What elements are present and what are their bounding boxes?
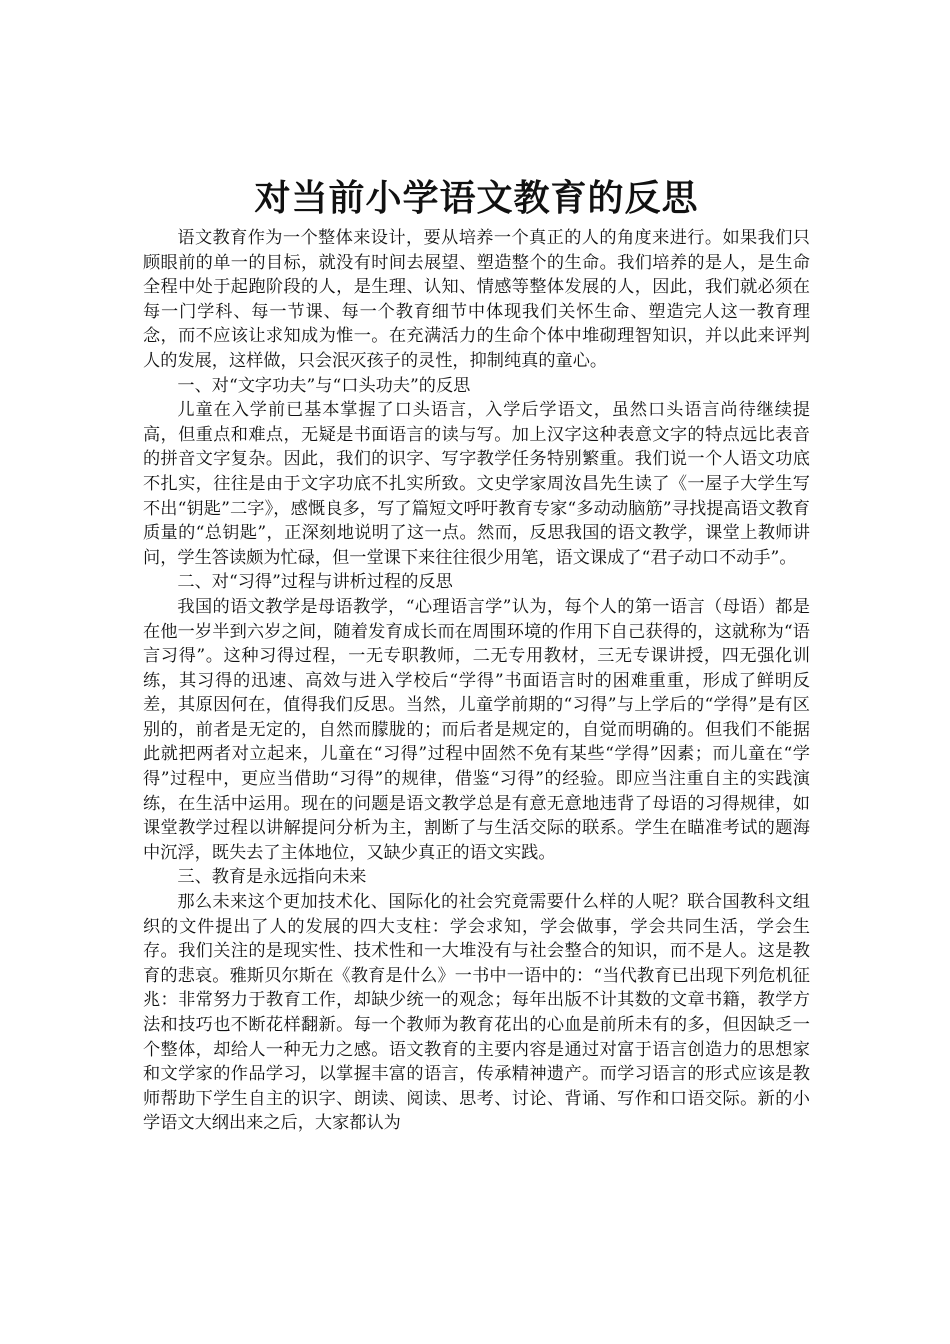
document-title: 对当前小学语文教育的反思 <box>254 177 699 219</box>
document-page <box>143 172 810 1136</box>
paragraph-section-1: 儿童在入学前已基本掌握了口头语言，入学后学语文，虽然口头语言尚待继续提高，但重点和难点，无疑是书面语言的读与写。加上汉字这种表意文字的特点远比表音的拼音文字复杂。因此，我们的识字、写字教学任务特别繁重。我们说一个人语文功底不扎实，往往是由于文字功底不扎实所致。文史学家周汝昌先生读了《一屋子大学生写不出“钥匙”二字》，感慨良多，写了篇短文呼吁教育专家“多动动脑筋”寻找提高语文教育质量的“总钥匙”，正深刻地说明了这一点。然而，反思我国的语文教学，课堂上教师讲问，学生答读颇为忙碌，但一堂课下来往往很少用笔，语文课成了“君子动口不动手”。 <box>143 400 810 568</box>
paragraph-intro: 语文教育作为一个整体来设计，要从培养一个真正的人的角度来进行。如果我们只顾眼前的单一的目标，就没有时间去展望、塑造整个的生命。我们培养的是人，是生命全程中处于起跑阶段的人，是生理、认知、情感等整体发展的人，因此，我们就必须在每一门学科、每一节课、每一个教育细节中体现我们关怀生命、塑造完人这一教育理念，而不应该让求知成为惟一。在充满活力的生命个体中堆砌理智知识，并以此来评判人的发展，这样做，只会泯灭孩子的灵性，抑制纯真的童心。 <box>143 228 810 371</box>
paragraph-section-2: 我国的语文教学是母语教学，“心理语言学”认为，每个人的第一语言（母语）都是在他一岁半到六岁之间，随着发育成长而在周围环境的作用下自己获得的，这就称为“语言习得”。这种习得过程，一无专职教师，二无专用教材，三无专课讲授，四无强化训练，其习得的迅速、高效与进入学校后“学得”书面语言时的困难重重，形成了鲜明反差，其原因何在，值得我们反思。当然，儿童学前期的“习得”与上学后的“学得”是有区别的，前者是无定的，自然而朦胧的；而后者是规定的，自觉而明确的。但我们不能据此就把两者对立起来，儿童在“习得”过程中固然不免有某些“学得”因素；而儿童在“学得”过程中，更应当借助“习得”的规律，借鉴“习得”的经验。即应当注重自主的实践演练，在生活中运用。现在的问题是语文教学总是有意无意地违背了母语的习得规律，如课堂教学过程以讲解提问分析为主，割断了与生活交际的联系。学生在瞄准考试的题海中沉浮，既失去了主体地位，又缺少真正的语文实践。 <box>143 596 810 863</box>
paragraph-section-3: 那么未来这个更加技术化、国际化的社会究竟需要什么样的人呢？联合国教科文组织的文件提出了人的发展的四大支柱：学会求知，学会做事，学会共同生活，学会生存。我们关注的是现实性、技术性和一大堆没有与社会整合的知识，而不是人。这是教育的悲哀。雅斯贝尔斯在《教育是什么》一书中一语中的：“当代教育已出现下列危机征兆：非常努力于教育工作，却缺少统一的观念；每年出版不计其数的文章书籍，教学方法和技巧也不断花样翻新。每一个教师为教育花出的心血是前所未有的多，但因缺乏一个整体，却给人一种无力之感。语文教育的主要内容是通过对富于语言创造力的思想家和文学家的作品学习，以掌握丰富的语言，传承精神遗产。而学习语言的形式应该是教师帮助下学生自主的识字、朗读、阅读、思考、讨论、背诵、写作和口语交际。新的小学语文大纲出来之后，大家都认为 <box>143 892 810 1134</box>
section-heading-1: 一、对“文字功夫”与“口头功夫”的反思 <box>177 375 471 396</box>
section-heading-3: 三、教育是永远指向未来 <box>177 867 367 888</box>
section-heading-2: 二、对“习得”过程与讲析过程的反思 <box>177 572 453 593</box>
